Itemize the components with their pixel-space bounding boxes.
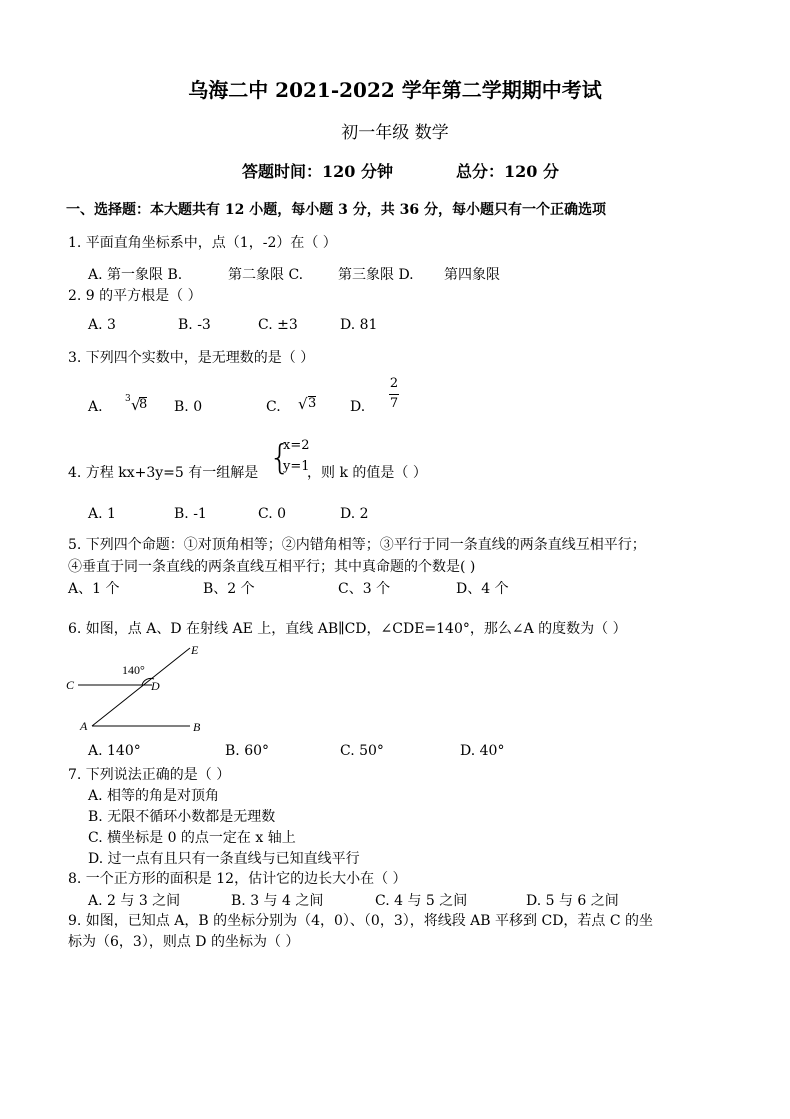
q6-option-d: D. 40° (460, 743, 505, 759)
q4-option-d: D. 2 (340, 506, 369, 522)
point-d-label: D (151, 679, 160, 693)
q4-stem-post: ，则 k 的值是（ ） (307, 465, 427, 481)
q8-option-b: B. 3 与 4 之间 (231, 893, 324, 909)
q5-option-a: A、1 个 (68, 581, 120, 597)
q3-option-d-label: D. (350, 399, 366, 415)
brace-icon: { (269, 438, 291, 478)
point-b-label: B (193, 720, 201, 734)
q4-stem-pre: 4. 方程 kx+3y=5 有一组解是 (68, 465, 259, 481)
q6-option-a: A. 140° (88, 743, 141, 759)
q6-geometry-figure (62, 640, 222, 740)
q1-option-b: 第二象限 C. (228, 267, 304, 283)
q4-system-x: x=2 (283, 438, 310, 453)
radical-icon: √ (298, 395, 308, 413)
q7-option-c: C. 横坐标是 0 的点一定在 x 轴上 (88, 830, 296, 846)
exam-subtitle: 初一年级 数学 (341, 123, 449, 143)
q7-option-b: B. 无限不循环小数都是无理数 (88, 809, 276, 825)
radical-icon: √ (131, 396, 141, 414)
q2-stem: 2. 9 的平方根是（ ） (68, 288, 202, 304)
q8-option-c: C. 4 与 5 之间 (375, 893, 468, 909)
q4-option-a: A. 1 (88, 506, 116, 522)
q2-option-c: C. ±3 (258, 317, 298, 333)
q2-option-b: B. -3 (178, 317, 211, 333)
q9-stem-line1: 9. 如图，已知点 A，B 的坐标分别为（4，0）、（0，3），将线段 AB 平移到 CD，若点 C 的坐 (68, 913, 654, 929)
q1-stem: 1. 平面直角坐标系中，点（1，-2）在（ ） (68, 235, 337, 251)
q3-stem: 3. 下列四个实数中，是无理数的是（ ） (68, 350, 315, 366)
q8-option-d: D. 5 与 6 之间 (526, 893, 619, 909)
q1-option-c: 第三象限 D. (338, 267, 414, 283)
q4-option-c: C. 0 (258, 506, 287, 522)
q9-stem-line2: 标为（6，3），则点 D 的坐标为（ ） (68, 934, 300, 950)
q1-option-d: 第四象限 (444, 267, 500, 283)
exam-time: 答题时间：120 分钟 (242, 162, 393, 181)
q7-option-d: D. 过一点有且只有一条直线与已知直线平行 (88, 851, 360, 867)
q6-angle-label: 140° (122, 663, 145, 677)
q3-option-b: B. 0 (174, 399, 203, 415)
point-e-label: E (191, 643, 199, 657)
q2-option-d: D. 81 (340, 317, 378, 333)
q3-frac-numerator: 2 (389, 376, 399, 391)
q1-option-a: A. 第一象限 B. (88, 267, 183, 283)
ray-ae (92, 648, 190, 726)
q5-stem-line1: 5. 下列四个命题：①对顶角相等；②内错角相等；③平行于同一条直线的两条直线互相平行； (68, 537, 646, 553)
q6-stem: 6. 如图，点 A、D 在射线 AE 上，直线 AB∥CD，∠CDE=140°，那么∠A 的度数为（ ） (68, 621, 627, 637)
fraction-bar (389, 394, 399, 395)
q3-frac-denominator: 7 (389, 396, 399, 411)
q3-option-c-label: C. (266, 399, 281, 415)
q6-option-b: B. 60° (225, 743, 270, 759)
q3-sqrt-radicand: 3 (308, 396, 317, 411)
q5-option-d: D、4 个 (456, 581, 509, 597)
q4-option-b: B. -1 (174, 506, 207, 522)
section-heading: 一、选择题：本大题共有 12 小题，每小题 3 分，共 36 分，每小题只有一个正确选项 (66, 202, 606, 218)
q3-cbrt-radicand: 8 (139, 397, 148, 412)
q5-option-b: B、2 个 (203, 581, 255, 597)
q6-option-c: C. 50° (340, 743, 384, 759)
q2-option-a: A. 3 (88, 317, 116, 333)
point-a-label: A (80, 719, 88, 733)
q3-cbrt-index: 3 (125, 394, 131, 404)
q4-system-y: y=1 (283, 459, 310, 474)
exam-title: 乌海二中 2021-2022 学年第二学期期中考试 (188, 78, 602, 102)
q5-stem-line2: ④垂直于同一条直线的两条直线互相平行；其中真命题的个数是( ) (68, 559, 476, 575)
q3-option-a-label: A. (88, 399, 103, 415)
q7-stem: 7. 下列说法正确的是（ ） (68, 767, 231, 783)
q8-option-a: A. 2 与 3 之间 (88, 893, 181, 909)
q5-option-c: C、3 个 (338, 581, 391, 597)
q8-stem: 8. 一个正方形的面积是 12，估计它的边长大小在（ ） (68, 871, 407, 887)
q7-option-a: A. 相等的角是对顶角 (88, 788, 220, 804)
point-c-label: C (66, 678, 75, 692)
exam-score: 总分：120 分 (456, 162, 559, 181)
